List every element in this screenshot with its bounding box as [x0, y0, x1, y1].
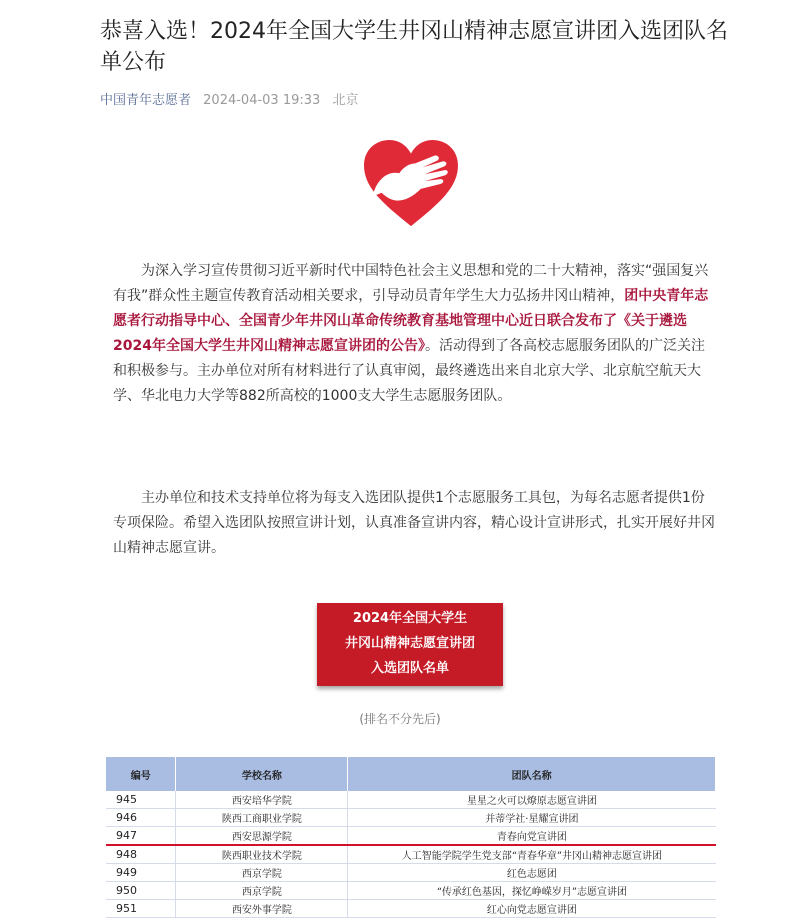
row-team: 青春向党宣讲团: [348, 827, 716, 846]
row-number: 950: [106, 882, 176, 900]
publish-date: 2024-04-03 19:33: [203, 93, 321, 108]
intro-text-end: 。活动得到了各高校志愿服务团队的广泛关注和积极参与。主办单位对所有材料进行了认真审阅，最终遴选出来自北京大学、北京航空航天大学、华北电力大学等882所高校的1000支大学生志愿服务团队。: [113, 338, 705, 404]
row-school: 西京学院: [176, 864, 348, 882]
col-header-number: 编号: [106, 757, 176, 791]
row-number: 946: [106, 809, 176, 827]
table-row: [106, 864, 716, 882]
row-school: 陕西职业技术学院: [176, 845, 348, 864]
row-school: 西安外事学院: [176, 900, 348, 918]
article-title: 恭喜入选！2024年全国大学生井冈山精神志愿宣讲团入选团队名单公布: [100, 19, 728, 75]
list-banner: [317, 603, 503, 686]
row-team: 星星之火可以燎原志愿宣讲团: [348, 791, 716, 809]
row-number: 945: [106, 791, 176, 809]
row-school: 陕西工商职业学院: [176, 809, 348, 827]
heart-hand-dove-icon: [362, 138, 460, 230]
row-team: 红色志愿团: [348, 864, 716, 882]
row-school: 西京学院: [176, 882, 348, 900]
banner-line-3: 入选团队名单: [370, 661, 449, 676]
row-number: 948: [106, 845, 176, 864]
intro-paragraph: [113, 259, 717, 409]
col-header-team: 团队名称: [348, 757, 716, 791]
intro-highlight: 团中央青年志愿者行动指导中心、全国青少年井冈山革命传统教育基地管理中心近日联合发布了《关于遴选2024年全国大学生井冈山精神志愿宣讲团的公告》: [113, 288, 709, 354]
article-meta: [100, 89, 358, 108]
team-table: [106, 757, 716, 918]
table-row: [106, 900, 716, 918]
support-paragraph: [113, 486, 717, 561]
row-number: 949: [106, 864, 176, 882]
intro-text-start: 为深入学习宣传贯彻习近平新时代中国特色社会主义思想和党的二十大精神，落实“强国复兴有我”群众性主题宣传教育活动相关要求，引导动员青年学生大力弘扬井冈山精神，: [113, 263, 709, 304]
table-row: [106, 845, 716, 864]
support-text: 主办单位和技术支持单位将为每支入选团队提供1个志愿服务工具包，为每名志愿者提供1份专项保险。希望入选团队按照宣讲计划，认真准备宣讲内容，精心设计宣讲形式，扎实开展好井冈山精神志愿宣讲。: [113, 490, 715, 556]
table-header-row: [106, 757, 716, 791]
table-row: [106, 809, 716, 827]
row-school: 西安思源学院: [176, 827, 348, 846]
ranking-note: (排名不分先后): [359, 712, 441, 726]
row-school: 西安培华学院: [176, 791, 348, 809]
row-team: 并蒂学社·星耀宣讲团: [348, 809, 716, 827]
banner-line-1: 2024年全国大学生: [352, 611, 468, 626]
row-team: “传承红色基因，探忆峥嵘岁月”志愿宣讲团: [348, 882, 716, 900]
banner-line-2: 井冈山精神志愿宣讲团: [344, 636, 475, 651]
author-link[interactable]: 中国青年志愿者: [100, 93, 192, 108]
table-row: [106, 882, 716, 900]
row-number: 951: [106, 900, 176, 918]
row-team: 人工智能学院学生党支部“青春华章”井冈山精神志愿宣讲团: [348, 845, 716, 864]
publish-location: 北京: [332, 93, 359, 108]
row-team: 红心向党志愿宣讲团: [348, 900, 716, 918]
row-number: 947: [106, 827, 176, 846]
team-table-image: [106, 757, 716, 916]
table-row: [106, 827, 716, 846]
col-header-school: 学校名称: [176, 757, 348, 791]
table-row: [106, 791, 716, 809]
